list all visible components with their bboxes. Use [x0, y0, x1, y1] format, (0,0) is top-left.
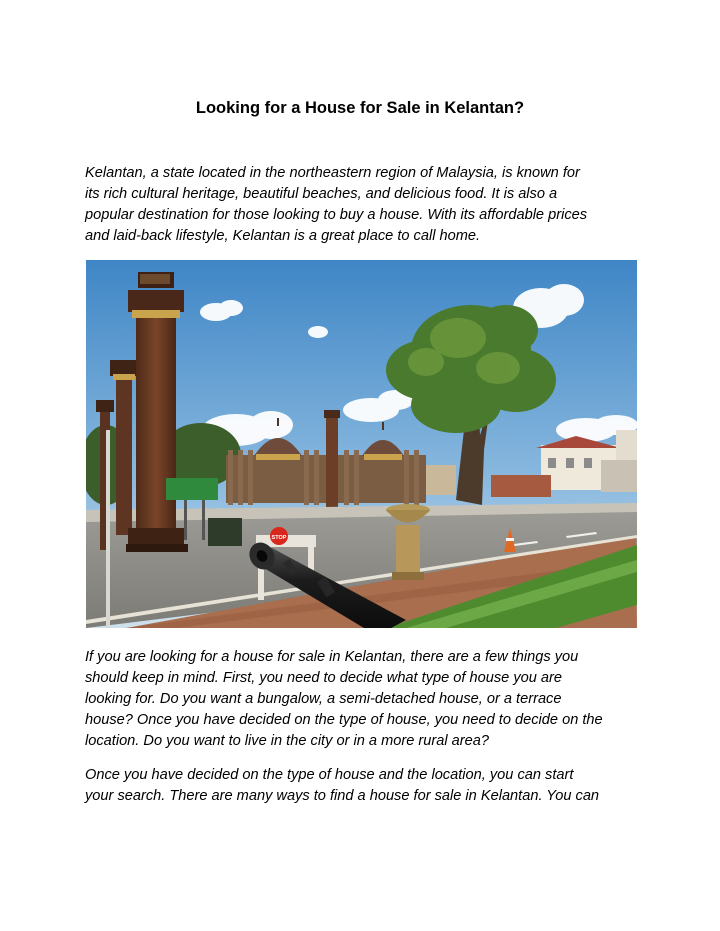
intro-line: Kelantan, a state located in the northeastern region of Malaysia, is known for: [85, 165, 580, 181]
stop-sign-text: STOP: [271, 535, 287, 541]
paragraph-line: looking for. Do you want a bungalow, a semi-detached house, or a terrace: [85, 691, 562, 707]
paragraph-line: Once you have decided on the type of house and the location, you can start: [85, 767, 574, 783]
intro-line: and laid-back lifestyle, Kelantan is a great place to call home.: [85, 228, 481, 244]
page-title: Looking for a House for Sale in Kelantan?: [195, 99, 525, 118]
paragraph-3: [85, 765, 645, 807]
paragraph-line: your search. There are many ways to find a house for sale in Kelantan. You can: [85, 788, 600, 804]
paragraph-line: If you are looking for a house for sale in Kelantan, there are a few things you: [85, 649, 579, 665]
paragraph-line: location. Do you want to live in the city or in a more rural area?: [85, 733, 489, 749]
intro-line: popular destination for those looking to buy a house. With its affordable prices: [85, 207, 588, 223]
intro-line: its rich cultural heritage, beautiful beaches, and delicious food. It is also a: [85, 186, 558, 202]
paragraph-line: should keep in mind. First, you need to decide what type of house you are: [85, 670, 563, 686]
paragraph-2: [85, 647, 645, 752]
paragraph-line: house? Once you have decided on the type of house, you need to decide on the: [85, 712, 603, 728]
kelantan-street-photo: [86, 260, 637, 628]
intro-paragraph: [85, 163, 645, 247]
